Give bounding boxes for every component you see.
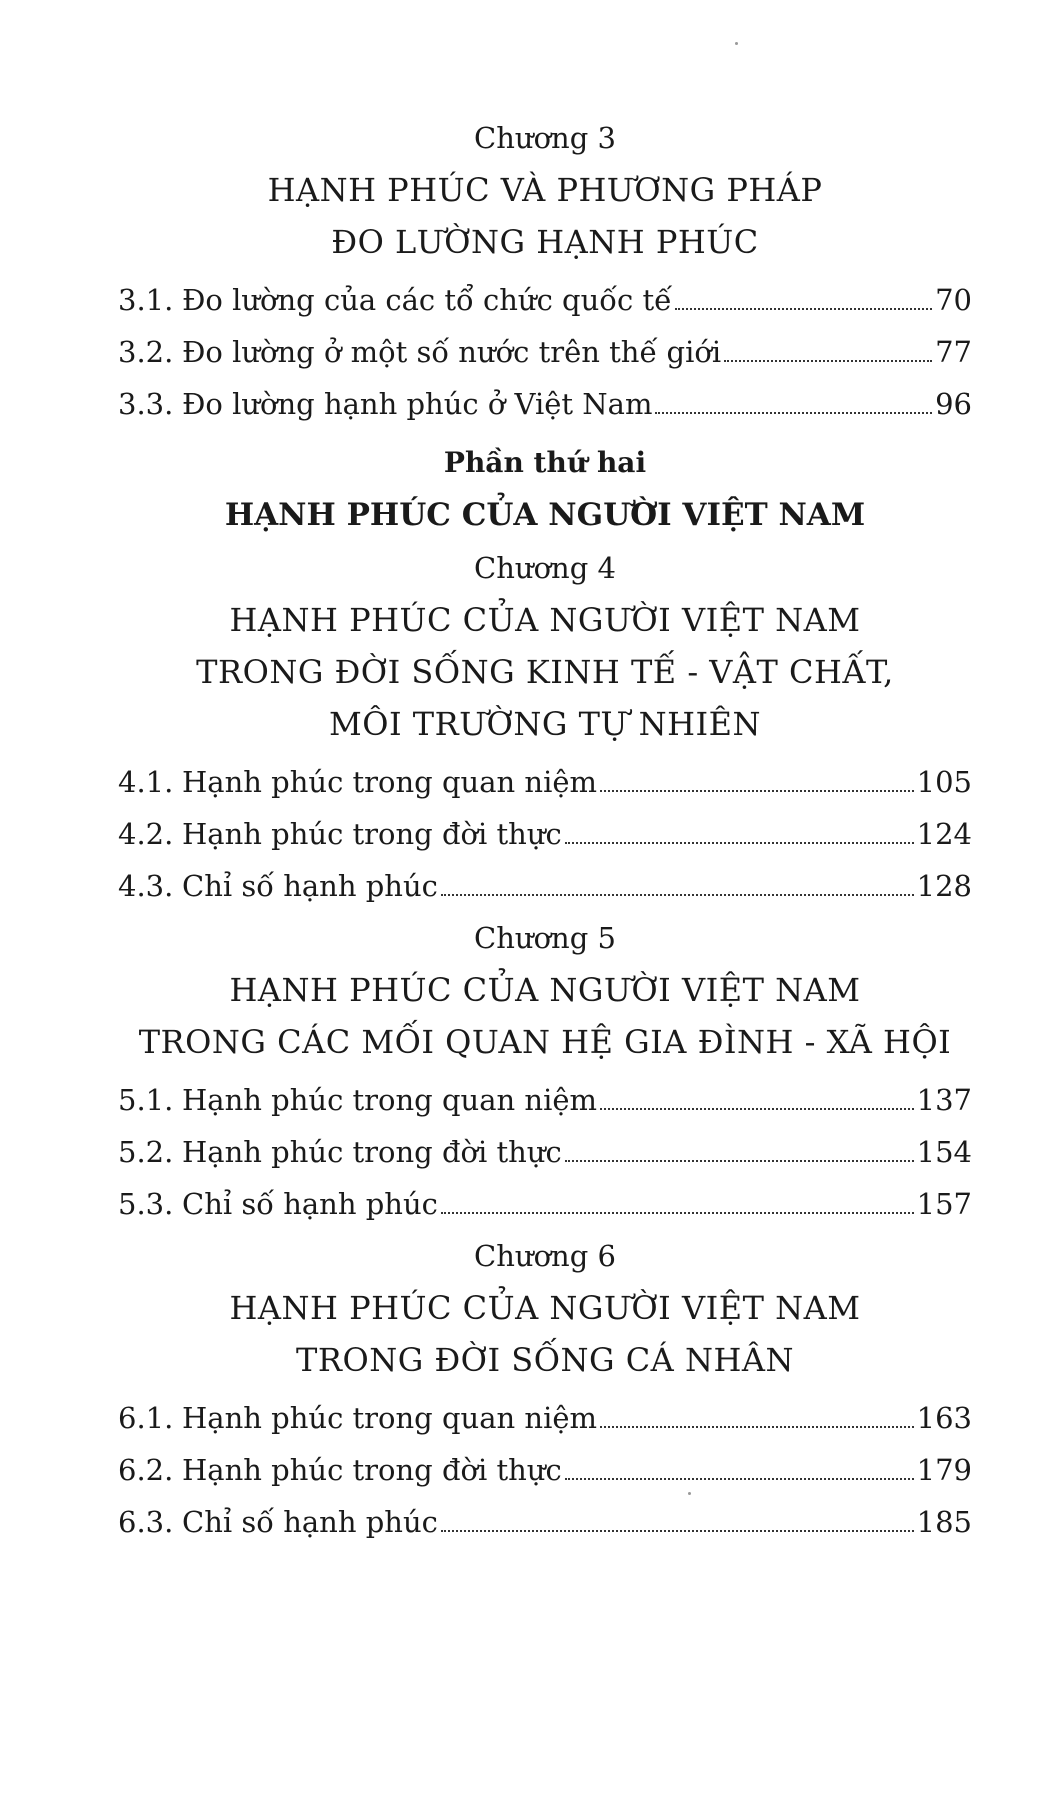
- entry-page-number: 128: [916, 869, 972, 903]
- dot-leader: [600, 1426, 914, 1428]
- entry-number: 5.2.: [118, 1135, 174, 1169]
- entry-page-number: 154: [916, 1135, 972, 1169]
- entry-page-number: 96: [935, 387, 972, 421]
- chapter-label: Chương 4: [474, 551, 616, 585]
- toc-entry[interactable]: [118, 1178, 972, 1230]
- chapter-title-line: TRONG ĐỜI SỐNG CÁ NHÂN: [296, 1341, 794, 1379]
- entry-number: 4.2.: [118, 817, 174, 851]
- entry-number: 6.2.: [118, 1453, 174, 1487]
- toc-entry[interactable]: [118, 1392, 972, 1444]
- toc-entry[interactable]: [118, 1444, 972, 1496]
- entry-page-number: 179: [916, 1453, 972, 1487]
- entry-number: 4.1.: [118, 765, 174, 799]
- chapter-title-line: HẠNH PHÚC CỦA NGƯỜI VIỆT NAM: [229, 971, 861, 1009]
- dot-leader: [724, 360, 932, 362]
- entry-number: 6.3.: [118, 1505, 174, 1539]
- chapter-6-section: [118, 1230, 972, 1548]
- entry-number: 3.1.: [118, 283, 174, 317]
- chapter-title-line: MÔI TRƯỜNG TỰ NHIÊN: [328, 705, 762, 743]
- part-2-section: [118, 438, 972, 542]
- scan-speck: [688, 1492, 691, 1495]
- entry-title: Hạnh phúc trong quan niệm: [182, 1401, 598, 1435]
- entry-title: Hạnh phúc trong đời thực: [182, 817, 562, 851]
- entry-page-number: 137: [916, 1083, 972, 1117]
- entry-number: 5.3.: [118, 1187, 174, 1221]
- entry-title: Chỉ số hạnh phúc: [182, 869, 438, 903]
- entry-title: Hạnh phúc trong đời thực: [182, 1135, 562, 1169]
- toc-entry[interactable]: [118, 860, 972, 912]
- chapter-title-line: HẠNH PHÚC VÀ PHƯƠNG PHÁP: [267, 171, 823, 209]
- entry-page-number: 70: [935, 283, 972, 317]
- chapter-label: Chương 3: [474, 121, 616, 155]
- entry-title: Hạnh phúc trong đời thực: [182, 1453, 562, 1487]
- entry-number: 6.1.: [118, 1401, 174, 1435]
- entry-page-number: 77: [935, 335, 972, 369]
- chapter-label: Chương 6: [474, 1239, 616, 1273]
- entry-title: Chỉ số hạnh phúc: [182, 1505, 438, 1539]
- chapter-title-line: HẠNH PHÚC CỦA NGƯỜI VIỆT NAM: [229, 601, 861, 639]
- entry-title: Hạnh phúc trong quan niệm: [182, 1083, 598, 1117]
- dot-leader: [565, 1478, 914, 1480]
- toc-entry[interactable]: [118, 808, 972, 860]
- toc-entry[interactable]: [118, 1496, 972, 1548]
- entry-title: Hạnh phúc trong quan niệm: [182, 765, 598, 799]
- chapter-3-section: [118, 112, 972, 430]
- entry-number: 3.2.: [118, 335, 174, 369]
- entry-title: Đo lường hạnh phúc ở Việt Nam: [182, 387, 653, 421]
- chapter-label: Chương 5: [474, 921, 616, 955]
- entry-page-number: 185: [916, 1505, 972, 1539]
- entry-page-number: 157: [916, 1187, 972, 1221]
- toc-entry[interactable]: [118, 1126, 972, 1178]
- entry-number: 3.3.: [118, 387, 174, 421]
- dot-leader: [441, 1212, 914, 1214]
- scan-speck: [735, 42, 738, 45]
- toc-entry[interactable]: [118, 274, 972, 326]
- dot-leader: [441, 894, 914, 896]
- chapter-title-line: HẠNH PHÚC CỦA NGƯỜI VIỆT NAM: [229, 1289, 861, 1327]
- entry-number: 4.3.: [118, 869, 174, 903]
- entry-number: 5.1.: [118, 1083, 174, 1117]
- entry-title: Đo lường của các tổ chức quốc tế: [182, 283, 672, 317]
- chapter-title-line: ĐO LƯỜNG HẠNH PHÚC: [331, 223, 759, 261]
- dot-leader: [441, 1530, 914, 1532]
- entry-title: Đo lường ở một số nước trên thế giới: [182, 335, 722, 369]
- toc-entry[interactable]: [118, 378, 972, 430]
- dot-leader: [675, 308, 932, 310]
- dot-leader: [565, 1160, 914, 1162]
- dot-leader: [655, 412, 932, 414]
- dot-leader: [600, 1108, 914, 1110]
- entry-page-number: 163: [916, 1401, 972, 1435]
- toc-entry[interactable]: [118, 326, 972, 378]
- entry-title: Chỉ số hạnh phúc: [182, 1187, 438, 1221]
- entry-page-number: 105: [916, 765, 972, 799]
- entry-page-number: 124: [916, 817, 972, 851]
- dot-leader: [565, 842, 914, 844]
- part-title: HẠNH PHÚC CỦA NGƯỜI VIỆT NAM: [224, 497, 866, 533]
- chapter-title-line: TRONG ĐỜI SỐNG KINH TẾ - VẬT CHẤT,: [196, 653, 894, 691]
- chapter-title-line: TRONG CÁC MỐI QUAN HỆ GIA ĐÌNH - XÃ HỘI: [138, 1023, 952, 1061]
- table-of-contents: [118, 112, 972, 1548]
- chapter-5-section: [118, 912, 972, 1230]
- toc-entry[interactable]: [118, 1074, 972, 1126]
- chapter-4-section: [118, 542, 972, 912]
- dot-leader: [600, 790, 914, 792]
- part-label: Phần thứ hai: [443, 446, 647, 479]
- toc-entry[interactable]: [118, 756, 972, 808]
